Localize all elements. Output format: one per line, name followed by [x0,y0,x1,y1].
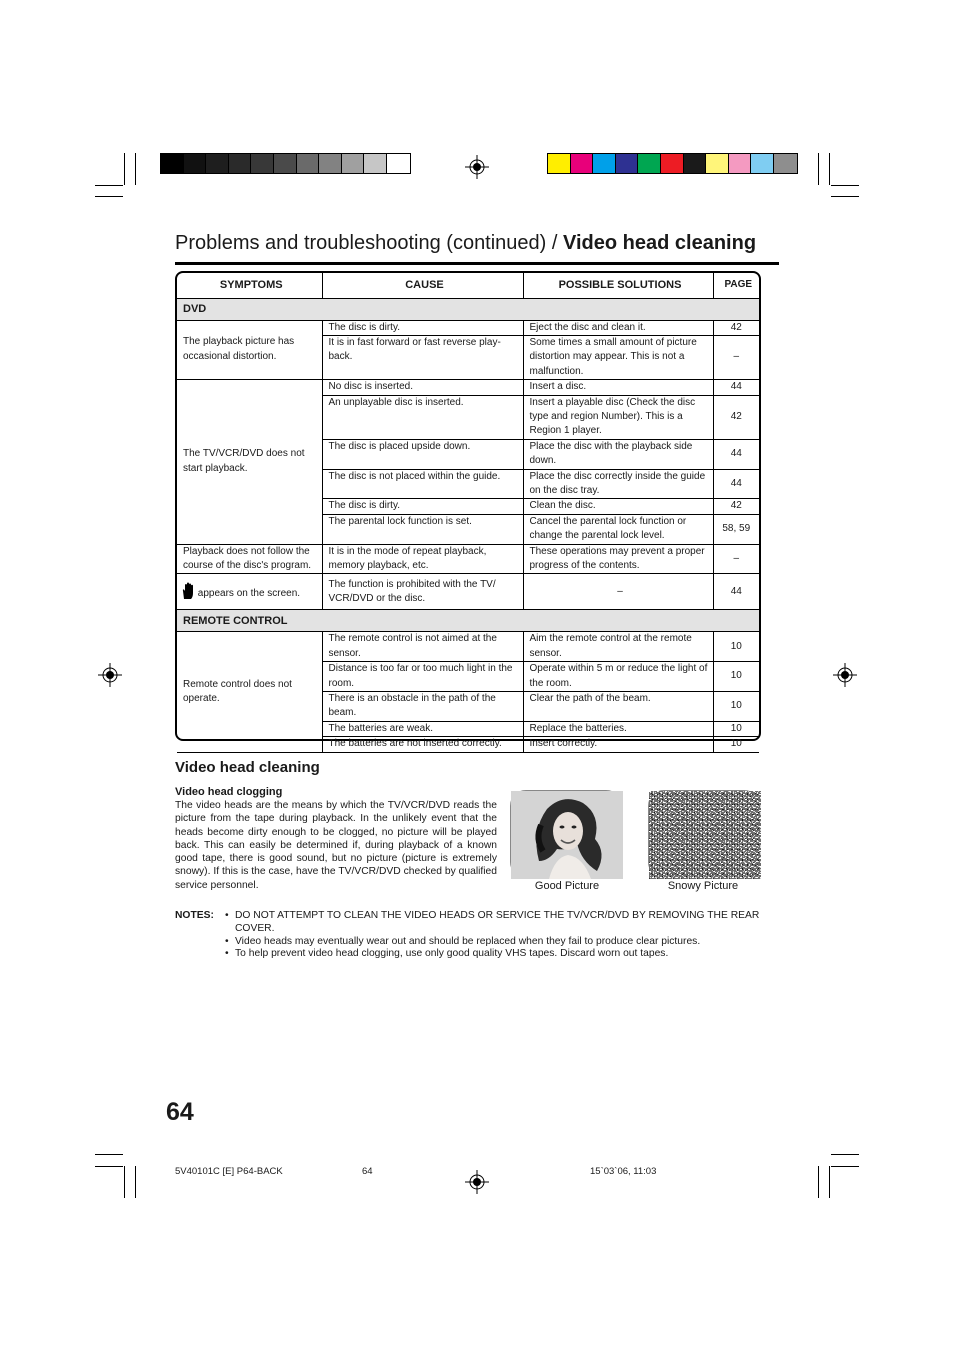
table-row [177,320,759,335]
section-row-dvd [177,298,759,320]
calibration-swatch [571,154,594,173]
subsection-heading: Video head clogging [175,786,283,798]
notes-list [225,910,765,961]
page-cell: 10 [713,721,759,736]
calibration-swatch [661,154,684,173]
page-cell: 42 [713,320,759,335]
solution-cell: Eject the disc and clean it. [523,320,713,335]
cause-cell: No disc is inserted. [322,380,523,395]
table-row [177,380,759,395]
cause-cell: It is in fast forward or fast reverse play-back. [322,335,523,379]
calibration-swatch [706,154,729,173]
color-calibration-bar [547,153,798,174]
header-page: PAGE [713,273,759,298]
page-cell: 10 [713,662,759,692]
symptom-cell: The playback picture has occasional distortion. [177,320,322,380]
solution-cell: Place the disc correctly inside the guide on the disc tray. [523,469,713,499]
note-item: • Video heads may eventually wear out and should be replaced when they fail to produce clear pictures. [225,936,765,949]
symptom-cell: Playback does not follow the course of the disc's program. [177,544,322,574]
note-item: • To help prevent video head clogging, use only good quality VHS tapes. Discard worn out tapes. [225,948,765,961]
calibration-swatch [274,154,297,173]
page-cell: 10 [713,632,759,662]
calibration-swatch [684,154,707,173]
header-solutions: POSSIBLE SOLUTIONS [523,273,713,298]
footer-timestamp: 15`03`06, 11:03 [590,1166,657,1177]
calibration-swatch [206,154,229,173]
gray-calibration-bar [160,153,411,174]
page-cell: 58, 59 [713,514,759,544]
page-cell: 44 [713,574,759,610]
notes-label: NOTES: [175,910,214,921]
good-picture-image [510,790,622,878]
symptom-cell: The TV/VCR/DVD does not start playback. [177,380,322,544]
page-number: 64 [166,1098,194,1126]
calibration-swatch [319,154,342,173]
cause-cell: It is in the mode of repeat playback, memory playback, etc. [322,544,523,574]
calibration-swatch [364,154,387,173]
page-cell: 10 [713,692,759,722]
prohibited-hand-icon [181,582,195,600]
solution-cell: Cancel the parental lock function or change the parental lock level. [523,514,713,544]
section-row-remote [177,610,759,632]
solution-cell: These operations may prevent a proper progress of the contents. [523,544,713,574]
good-picture-caption: Good Picture [534,880,600,892]
solution-cell: Insert a disc. [523,380,713,395]
portrait-illustration [511,791,623,879]
solution-cell: Operate within 5 m or reduce the light of the room. [523,662,713,692]
note-item: • DO NOT ATTEMPT TO CLEAN THE VIDEO HEADS OR SERVICE THE TV/VCR/DVD BY REMOVING THE REAR COVER. [225,910,765,936]
page-title [175,232,756,255]
page-cell: 42 [713,499,759,514]
calibration-swatch [342,154,365,173]
table-header-row [177,273,759,298]
calibration-swatch [161,154,184,173]
header-symptoms: SYMPTOMS [177,273,322,298]
cause-cell: The disc is not placed within the guide. [322,469,523,499]
footer-page: 64 [362,1166,373,1177]
registration-mark-icon [98,663,122,687]
solution-cell: Place the disc with the playback side down. [523,439,713,469]
calibration-swatch [774,154,797,173]
page-cell: 44 [713,469,759,499]
calibration-swatch [251,154,274,173]
calibration-swatch [184,154,207,173]
page-cell: – [713,544,759,574]
snowy-picture-caption: Snowy Picture [667,880,739,892]
cause-cell: The remote control is not aimed at the sensor. [322,632,523,662]
cause-cell: Distance is too far or too much light in the room. [322,662,523,692]
page-cell: 10 [713,737,759,752]
cause-cell: An unplayable disc is inserted. [322,395,523,439]
page-cell: 42 [713,395,759,439]
table-row [177,544,759,574]
calibration-swatch [548,154,571,173]
solution-cell: – [523,574,713,610]
cause-cell: The batteries are not inserted correctly. [322,737,523,752]
page-cell: 44 [713,439,759,469]
calibration-swatch [593,154,616,173]
troubleshooting-table [175,271,761,750]
notes-block [175,910,765,961]
body-paragraph: The video heads are the means by which the TV/VCR/DVD reads the picture from the tape during playback. In the unlikely event that the heads become dirty enough to be clogged, no picture will be played back. This can easily be determined if, during playback of a known good tape, there is good sound, but no picture (picture is extremely snowy). If this is the case, have the TV/VCR/DVD checked by qualified service personnel. [175,800,497,891]
cause-cell: There is an obstacle in the path of the beam. [322,692,523,722]
registration-mark-icon [465,1170,489,1194]
table-row [177,632,759,662]
footer-code: 5V40101C [E] P64-BACK [175,1166,283,1177]
static-noise-illustration [649,791,761,879]
calibration-swatch [751,154,774,173]
page-title-bold: Video head cleaning [563,232,757,254]
cause-cell: The disc is dirty. [322,499,523,514]
cause-cell: The function is prohibited with the TV/ VCR/DVD or the disc. [322,574,523,610]
solution-cell: Aim the remote control at the remote sensor. [523,632,713,662]
calibration-swatch [729,154,752,173]
snowy-picture-image [648,790,760,878]
registration-mark-icon [833,663,857,687]
solution-cell: Some times a small amount of picture distortion may appear. This is not a malfunction. [523,335,713,379]
section-label-dvd: DVD [177,298,759,320]
symptom-text: appears on the screen. [197,588,301,600]
cause-cell: The batteries are weak. [322,721,523,736]
page-cell: 44 [713,380,759,395]
cause-cell: The disc is placed upside down. [322,439,523,469]
calibration-swatch [616,154,639,173]
registration-mark-icon [465,155,489,179]
solution-cell: Clear the path of the beam. [523,692,713,722]
page-cell: – [713,335,759,379]
section-heading: Video head cleaning [175,759,320,776]
table-row [177,574,759,610]
section-label-remote: REMOTE CONTROL [177,610,759,632]
solution-cell: Insert a playable disc (Check the disc type and region Number). This is a Region 1 player. [523,395,713,439]
calibration-swatch [638,154,661,173]
calibration-swatch [387,154,410,173]
header-cause: CAUSE [322,273,523,298]
cause-cell: The disc is dirty. [322,320,523,335]
symptom-cell: Remote control does not operate. [177,632,322,752]
page-title-plain: Problems and troubleshooting (continued) / [175,232,564,254]
solution-cell: Replace the batteries. [523,721,713,736]
symptom-cell [177,574,322,610]
solution-cell: Clean the disc. [523,499,713,514]
calibration-swatch [297,154,320,173]
calibration-swatch [229,154,252,173]
solution-cell: Insert correctly. [523,737,713,752]
title-rule [175,262,779,265]
cause-cell: The parental lock function is set. [322,514,523,544]
